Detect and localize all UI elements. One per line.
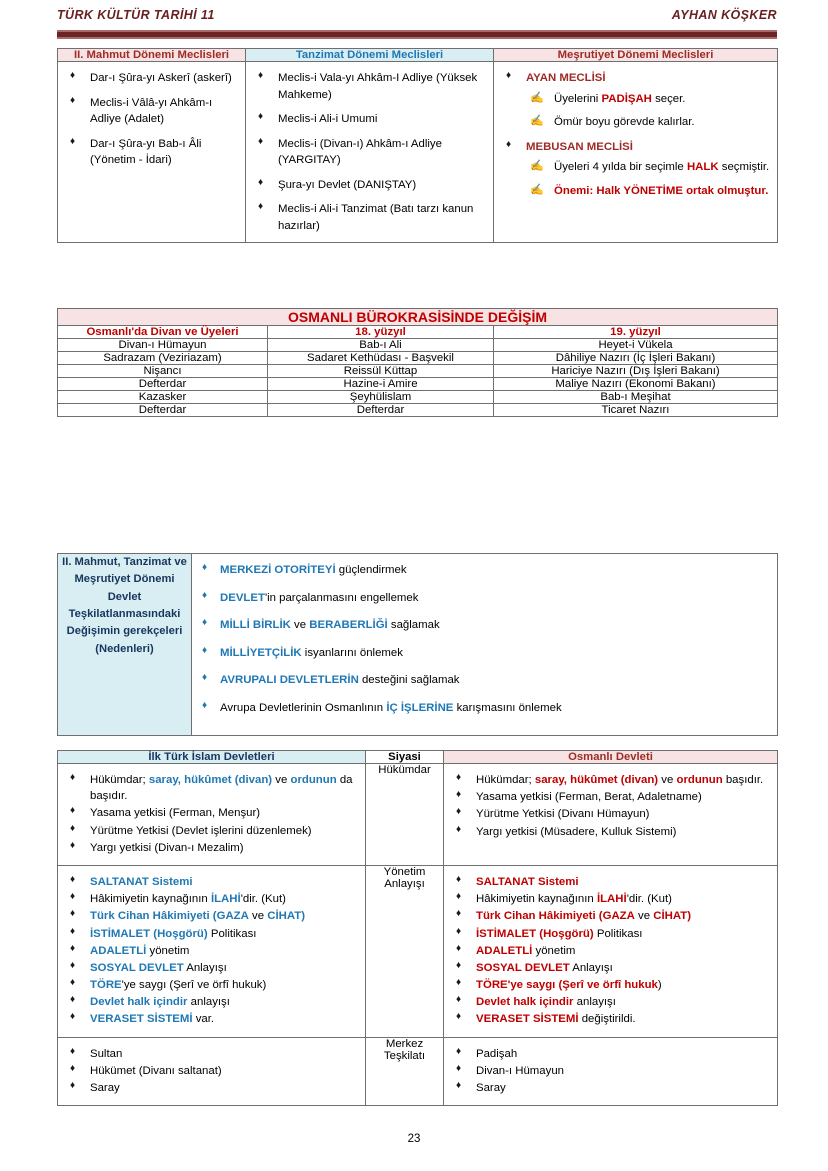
- plain-text: isyanlarını önlemek: [301, 646, 403, 659]
- plain-text: ve: [248, 910, 268, 923]
- list-tanzimat: [246, 62, 493, 242]
- list-item: [64, 908, 359, 924]
- list-item: [64, 1046, 359, 1062]
- highlight-text: CİHAT): [653, 910, 691, 923]
- plain-text: yönetim: [146, 944, 190, 957]
- table-cell: Hariciye Nazırı (Dış İşleri Bakanı): [494, 365, 778, 378]
- table-row: [58, 49, 778, 62]
- highlight-text: MİLLİ BİRLİK: [220, 619, 291, 632]
- highlight-text: İSTİMALET (Hoşgörü): [476, 927, 594, 940]
- list-mesrutiyet: [494, 62, 777, 214]
- highlight-text: BERABERLİĞİ: [309, 619, 388, 632]
- table-cell: Bab-ı Meşihat: [494, 391, 778, 404]
- highlight-text: HALK: [686, 161, 719, 174]
- list-item: [64, 994, 359, 1010]
- plain-text: Hâkimiyetin kaynağının: [476, 893, 597, 906]
- list-item: [64, 943, 359, 959]
- list-item: [450, 772, 771, 788]
- plain-text: güçlendirmek: [335, 564, 407, 576]
- list-osmanli: [444, 764, 777, 849]
- highlight-text: Devlet halk içindir: [90, 996, 188, 1009]
- list-item: ♦ Meclis-i Vala-yı Ahkâm-I Adliye (Yüksek Mahkeme): [252, 70, 487, 103]
- list-item: [450, 824, 771, 840]
- plain-text: 'dir. (Kut): [240, 893, 286, 906]
- plain-text: Saray: [90, 1082, 120, 1094]
- highlight-text: Türk Cihan Hâkimiyeti (GAZA: [90, 910, 249, 923]
- karsilastirma-body: [58, 764, 778, 1106]
- plain-text: da başıdır.: [90, 774, 353, 803]
- highlight-text: İLAHİ: [596, 893, 627, 906]
- table-cell: Kazasker: [58, 391, 268, 404]
- plain-text: anlayışı: [573, 996, 616, 1009]
- list-item: [450, 908, 771, 924]
- table-cell: Maliye Nazırı (Ekonomi Bakanı): [494, 378, 778, 391]
- table-row: [58, 352, 778, 365]
- table-row: [58, 365, 778, 378]
- highlight-text: İÇ İŞLERİNE: [386, 701, 454, 714]
- cell-ilk-turk: [58, 865, 366, 1037]
- table-row: [58, 391, 778, 404]
- table-cell: Defterdar: [268, 404, 494, 417]
- list-item: ♦ Meclis-i Ali-i Tanzimat (Batı tarzı kanun hazırlar): [252, 201, 487, 234]
- table-cell: Bab-ı Ali: [268, 339, 494, 352]
- table-row: [58, 339, 778, 352]
- plain-text: ve: [658, 774, 677, 786]
- list-item: [64, 960, 359, 976]
- list-item: [500, 70, 771, 131]
- table-row: [58, 751, 778, 764]
- list-item: [450, 1080, 771, 1096]
- list-mahmut: [58, 62, 245, 177]
- list-item: [198, 590, 771, 607]
- highlight-text: CİHAT): [267, 910, 305, 923]
- plain-text: Hükümet (Divanı saltanat): [90, 1064, 222, 1077]
- table-row: [58, 1037, 778, 1106]
- list-item: [64, 805, 359, 821]
- highlight-text: TÖRE: [90, 979, 122, 992]
- list-item: [64, 840, 359, 856]
- highlight-text: ordunun: [290, 774, 337, 786]
- list-item: [64, 926, 359, 942]
- plain-text: Hâkimiyetin kaynağının: [90, 893, 211, 906]
- header-book-title: TÜRK KÜLTÜR TARİHİ 11: [57, 8, 215, 22]
- list-item: [500, 139, 771, 200]
- table-row: [58, 554, 778, 736]
- plain-text: 'ye saygı (Şerî ve örfî hukuk): [121, 979, 267, 992]
- col-header-osmanli: Osmanlı Devleti: [444, 751, 778, 764]
- plain-text: Sultan: [90, 1047, 123, 1060]
- list-item: [64, 1080, 359, 1096]
- header-author: AYHAN KÖŞKER: [671, 8, 777, 22]
- plain-text: desteğini sağlamak: [358, 674, 460, 687]
- plain-text: başıdır.: [722, 774, 764, 786]
- plain-text: Yargı yetkisi (Divan-ı Mezalim): [90, 841, 244, 854]
- sub-list-item: [526, 91, 771, 108]
- page-number: 23: [407, 1133, 421, 1145]
- plain-text: Üyelerini: [554, 92, 602, 105]
- highlight-text: VERASET SİSTEMİ: [90, 1013, 193, 1026]
- list-osmanli: [444, 866, 777, 1037]
- col-header-siyasi: Siyasi: [366, 751, 444, 764]
- highlight-text: MEBUSAN MECLİSİ: [526, 140, 633, 153]
- cell-siyasi-category: Merkez Teşkilatı: [366, 1037, 444, 1106]
- highlight-text: AVRUPALI DEVLETLERİN: [220, 674, 359, 687]
- plain-text: ve: [290, 619, 310, 632]
- list-item: [450, 1063, 771, 1079]
- table-cell: Nişancı: [58, 365, 268, 378]
- table-cell: Divan-ı Hümayun: [58, 339, 268, 352]
- list-item: ♦ Dar-ı Şûra-yı Askerî (askerî): [64, 70, 239, 87]
- list-item: ♦ Meclis-i Ali-i Umumi: [252, 111, 487, 128]
- highlight-text: SALTANAT Sistemi: [90, 875, 193, 888]
- highlight-text: Önemi: Halk YÖNETİME ortak olmuştur.: [554, 184, 769, 197]
- table-row: [58, 378, 778, 391]
- highlight-text: Türk Cihan Hâkimiyeti (GAZA: [476, 910, 635, 923]
- sub-list-item: [526, 183, 771, 200]
- plain-text: Hükümdar;: [476, 774, 535, 786]
- cell-osmanli: [444, 1037, 778, 1106]
- list-item: [450, 1046, 771, 1062]
- highlight-text: SOSYAL DEVLET: [476, 961, 570, 974]
- plain-text: Divan-ı Hümayun: [476, 1064, 564, 1077]
- plain-text: Anlayışı: [183, 961, 227, 974]
- col-header-ilk-turk: İlk Türk İslam Devletleri: [58, 751, 366, 764]
- list-item: [64, 874, 359, 890]
- cell-siyasi-category: Hükümdar: [366, 764, 444, 866]
- sub-list: [526, 159, 771, 199]
- table-karsilastirma: [57, 750, 778, 1106]
- highlight-text: Şerî ve örfî hukuk: [562, 979, 658, 992]
- plain-text: 'dir. (Kut): [626, 893, 672, 906]
- plain-text: Yasama yetkisi (Ferman, Menşur): [90, 807, 261, 820]
- highlight-text: Devlet halk içindir: [476, 996, 574, 1009]
- highlight-text: MİLLİYETÇİLİK: [220, 646, 302, 659]
- list-item: [450, 874, 771, 890]
- plain-text: Yargı yetkisi (Müsadere, Kulluk Sistemi): [476, 825, 677, 838]
- list-item: [64, 823, 359, 839]
- table-cell: Defterdar: [58, 404, 268, 417]
- burokrasi-body: [58, 339, 778, 417]
- table-cell: Defterdar: [58, 378, 268, 391]
- list-item: [198, 562, 771, 579]
- degisim-items-cell: [192, 554, 778, 736]
- list-ilk-turk: [58, 1038, 365, 1106]
- list-item: [450, 789, 771, 805]
- highlight-text: PADİŞAH: [601, 92, 652, 105]
- cell-ilk-turk: [58, 1037, 366, 1106]
- highlight-text: ordunun: [676, 774, 723, 786]
- list-item: [198, 700, 771, 717]
- highlight-text: TÖRE'ye saygı (: [476, 979, 563, 992]
- running-header: [57, 8, 777, 22]
- list-item: [450, 994, 771, 1010]
- table-cell: Hazine-i Amire: [268, 378, 494, 391]
- cell-siyasi-category: Yönetim Anlayışı: [366, 865, 444, 1037]
- plain-text: ve: [272, 774, 291, 786]
- plain-text: karışmasını önlemek: [453, 701, 562, 714]
- plain-text: Saray: [476, 1082, 506, 1094]
- table-degisim-gerekceleri: [57, 553, 778, 736]
- burokrasi-col-header-divan: Osmanlı'da Divan ve Üyeleri: [58, 326, 268, 339]
- list-item: ♦ Meclis-i (Divan-ı) Ahkâm-ı Adliye (YARGITAY): [252, 136, 487, 169]
- highlight-text: İLAHİ: [210, 893, 241, 906]
- highlight-text: saray, hükûmet (divan): [534, 774, 659, 786]
- plain-text: Politikası: [207, 927, 257, 940]
- plain-text: 'in parçalanmasını engellemek: [264, 591, 419, 604]
- header-rule: [57, 30, 777, 39]
- plain-text: Avrupa Devletlerinin Osmanlının: [220, 701, 387, 714]
- list-item: [198, 645, 771, 662]
- list-ilk-turk: [58, 866, 365, 1037]
- sub-list: [526, 91, 771, 131]
- list-item: [64, 1011, 359, 1027]
- col-header-mesrutiyet: Meşrutiyet Dönemi Meclisleri: [494, 49, 778, 62]
- plain-text: ve: [634, 910, 654, 923]
- plain-text: ): [657, 979, 662, 992]
- plain-text: Politikası: [593, 927, 643, 940]
- burokrasi-title: OSMANLI BÜROKRASİSİNDE DEĞİŞİM: [58, 309, 778, 326]
- cell-mahmut-list: [58, 62, 246, 243]
- table-cell: Heyet-i Vükela: [494, 339, 778, 352]
- table-row: [58, 309, 778, 326]
- plain-text: Yürütme Yetkisi (Divanı Hümayun): [476, 808, 650, 821]
- plain-text: Padişah: [476, 1047, 518, 1060]
- table-row: [58, 764, 778, 866]
- list-item: [450, 806, 771, 822]
- highlight-text: AYAN MECLİSİ: [526, 72, 606, 84]
- table-cell: Sadrazam (Veziriazam): [58, 352, 268, 365]
- table-meclisler: [57, 48, 778, 243]
- burokrasi-col-header-19: 19. yüzyıl: [494, 326, 778, 339]
- plain-text: yönetim: [532, 944, 576, 957]
- highlight-text: ADALETLİ: [90, 944, 147, 957]
- list-item: [450, 1011, 771, 1027]
- table-burokrasi: [57, 308, 778, 417]
- burokrasi-col-header-18: 18. yüzyıl: [268, 326, 494, 339]
- cell-osmanli: [444, 764, 778, 866]
- list-item: [64, 1063, 359, 1079]
- highlight-text: MERKEZİ OTORİTEYİ: [220, 564, 336, 576]
- list-item: [64, 977, 359, 993]
- highlight-text: SOSYAL DEVLET: [90, 961, 184, 974]
- list-item: ♦ Meclis-i Vâlâ-yı Ahkâm-ı Adliye (Adalet): [64, 95, 239, 128]
- col-header-mahmut: II. Mahmut Dönemi Meclisleri: [58, 49, 246, 62]
- degisim-label: II. Mahmut, Tanzimat ve Meşrutiyet Dönemi Devlet Teşkilatlanmasındaki Değişimin gerekçeleri (Nedenleri): [58, 554, 192, 736]
- cell-ilk-turk: [58, 764, 366, 866]
- list-item: [450, 960, 771, 976]
- highlight-text: SALTANAT Sistemi: [476, 875, 579, 888]
- table-cell: Sadaret Kethüdası - Başvekil: [268, 352, 494, 365]
- highlight-text: İSTİMALET (Hoşgörü): [90, 927, 208, 940]
- list-item: [64, 891, 359, 907]
- table-cell: Ticaret Nazırı: [494, 404, 778, 417]
- plain-text: var.: [192, 1013, 215, 1026]
- highlight-text: DEVLET: [220, 591, 265, 604]
- table-cell: Dâhiliye Nazırı (İç İşleri Bakanı): [494, 352, 778, 365]
- highlight-text: VERASET SİSTEMİ: [476, 1013, 579, 1026]
- list-item: [64, 772, 359, 804]
- plain-text: değiştirildi.: [578, 1013, 636, 1026]
- list-item: [198, 617, 771, 634]
- table-row: [58, 404, 778, 417]
- list-osmanli: [444, 1038, 777, 1106]
- list-item: [450, 926, 771, 942]
- plain-text: Ömür boyu görevde kalırlar.: [554, 116, 695, 129]
- table-row: [58, 62, 778, 243]
- table-row: [58, 865, 778, 1037]
- plain-text: anlayışı: [187, 996, 230, 1009]
- plain-text: seçmiştir.: [718, 161, 770, 174]
- col-header-tanzimat: Tanzimat Dönemi Meclisleri: [246, 49, 494, 62]
- plain-text: sağlamak: [387, 619, 440, 632]
- list-degisim: [192, 554, 777, 735]
- list-item: [450, 891, 771, 907]
- cell-mesrutiyet-list: [494, 62, 778, 243]
- list-item: ♦ Dar-ı Şûra-yı Bab-ı Âli (Yönetim - İdari): [64, 136, 239, 169]
- table-row: [58, 326, 778, 339]
- table-cell: Şeyhülislam: [268, 391, 494, 404]
- cell-osmanli: [444, 865, 778, 1037]
- cell-tanzimat-list: [246, 62, 494, 243]
- highlight-text: ADALETLİ: [476, 944, 533, 957]
- plain-text: Anlayışı: [569, 961, 613, 974]
- plain-text: Hükümdar;: [90, 774, 149, 786]
- list-item: [450, 943, 771, 959]
- list-item: ♦ Şura-yı Devlet (DANIŞTAY): [252, 177, 487, 194]
- plain-text: seçer.: [651, 92, 686, 105]
- list-ilk-turk: [58, 764, 365, 865]
- list-item: [450, 977, 771, 993]
- list-item: [198, 672, 771, 689]
- plain-text: Yasama yetkisi (Ferman, Berat, Adaletname): [476, 791, 702, 804]
- sub-list-item: [526, 114, 771, 131]
- sub-list-item: [526, 159, 771, 176]
- plain-text: Yürütme Yetkisi (Devlet işlerini düzenlemek): [90, 824, 312, 837]
- plain-text: Üyeleri 4 yılda bir seçimle: [554, 161, 687, 174]
- highlight-text: saray, hükûmet (divan): [148, 774, 273, 786]
- table-cell: Reissül Küttap: [268, 365, 494, 378]
